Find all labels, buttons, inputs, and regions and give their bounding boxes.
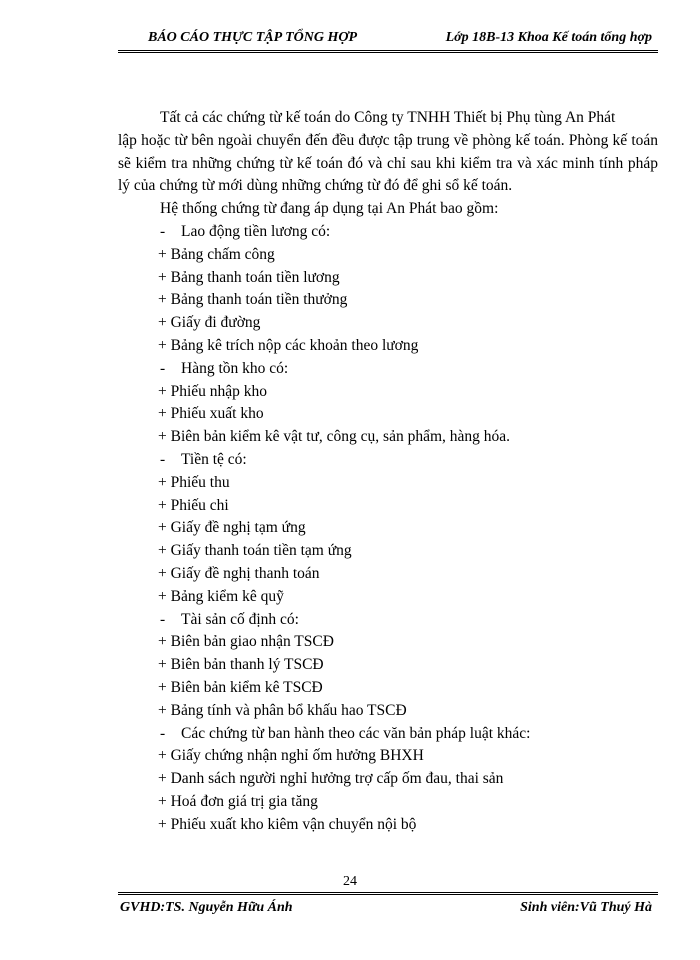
section-title: Hàng tồn kho có: <box>181 359 289 377</box>
intro-paragraph-continued: lập hoặc từ bên ngoài chuyển đến đều được tập trung về phòng kế toán. Phòng kế toán sẽ kiểm tra những chứng từ kế toán đó và chỉ sau khi kiểm tra và xác minh tính pháp lý của chứng từ mới dùng những chứng từ đó để ghi sổ kế toán. <box>118 131 658 195</box>
list-item: + Biên bản thanh lý TSCĐ <box>158 656 324 674</box>
page-header <box>118 26 658 53</box>
list-item: + Bảng chấm công <box>158 245 275 263</box>
list-item: + Phiếu xuất kho <box>158 405 264 423</box>
list-item: + Biên bản kiểm kê vật tư, công cụ, sản phẩm, hàng hóa. <box>158 428 511 446</box>
header-report-title: BÁO CÁO THỰC TẬP TỔNG HỢP <box>148 30 358 45</box>
list-item: + Bảng kê trích nộp các khoản theo lương <box>158 336 419 354</box>
section-heading <box>160 609 658 632</box>
document-body <box>118 107 658 837</box>
section-dash: - <box>160 359 166 377</box>
footer-supervisor: GVHD:TS. Nguyễn Hữu Ánh <box>120 900 293 915</box>
intro-paragraph-first-line: Tất cả các chứng từ kế toán do Công ty TNHH Thiết bị Phụ tùng An Phát <box>160 109 616 126</box>
list-item: + Bảng thanh toán tiền lương <box>158 268 340 286</box>
list-item: + Phiếu nhập kho <box>158 382 268 400</box>
section-heading <box>160 221 658 244</box>
section-title: Tiền tệ có: <box>181 450 247 468</box>
system-intro-line: Hệ thống chứng từ đang áp dụng tại An Phát bao gồm: <box>160 200 499 218</box>
list-item: + Biên bản giao nhận TSCĐ <box>158 633 334 651</box>
section-dash: - <box>160 610 166 628</box>
list-item: + Phiếu chi <box>158 496 229 514</box>
section-heading <box>160 723 658 746</box>
section-heading <box>160 358 658 381</box>
list-item: + Bảng thanh toán tiền thưởng <box>158 291 348 309</box>
section-dash: - <box>160 222 166 240</box>
section-heading <box>160 449 658 472</box>
footer-student: Sinh viên:Vũ Thuý Hà <box>520 900 652 915</box>
list-item: + Giấy đi đường <box>158 314 261 332</box>
section-dash: - <box>160 450 166 468</box>
header-class-info: Lớp 18B-13 Khoa Kế toán tổng hợp <box>445 30 652 45</box>
intro-paragraph <box>160 107 658 130</box>
section <box>160 723 658 837</box>
document-sections <box>160 221 658 837</box>
section <box>160 609 658 723</box>
section <box>160 449 658 609</box>
list-item: + Giấy đề nghị thanh toán <box>158 564 320 582</box>
section <box>160 358 658 449</box>
list-item: + Bảng kiểm kê quỹ <box>158 587 284 605</box>
list-item: + Phiếu xuất kho kiêm vận chuyển nội bộ <box>158 815 417 833</box>
list-item: + Giấy đề nghị tạm ứng <box>158 519 306 537</box>
list-item: + Biên bản kiểm kê TSCĐ <box>158 678 323 696</box>
section-title: Các chứng từ ban hành theo các văn bản pháp luật khác: <box>181 724 531 742</box>
list-item: + Bảng tính và phân bổ khấu hao TSCĐ <box>158 701 407 719</box>
list-item: + Giấy chứng nhận nghỉ ốm hưởng BHXH <box>158 747 424 765</box>
page-footer <box>118 892 658 919</box>
section-dash: - <box>160 724 166 742</box>
section <box>160 221 658 358</box>
list-item: + Danh sách người nghỉ hưởng trợ cấp ốm đau, thai sản <box>158 770 504 788</box>
list-item: + Phiếu thu <box>158 473 230 491</box>
page-number: 24 <box>343 874 357 889</box>
section-title: Lao động tiền lương có: <box>181 222 331 240</box>
list-item: + Hoá đơn giá trị gia tăng <box>158 792 318 810</box>
section-title: Tài sản cố định có: <box>181 610 299 628</box>
list-item: + Giấy thanh toán tiền tạm ứng <box>158 542 352 560</box>
